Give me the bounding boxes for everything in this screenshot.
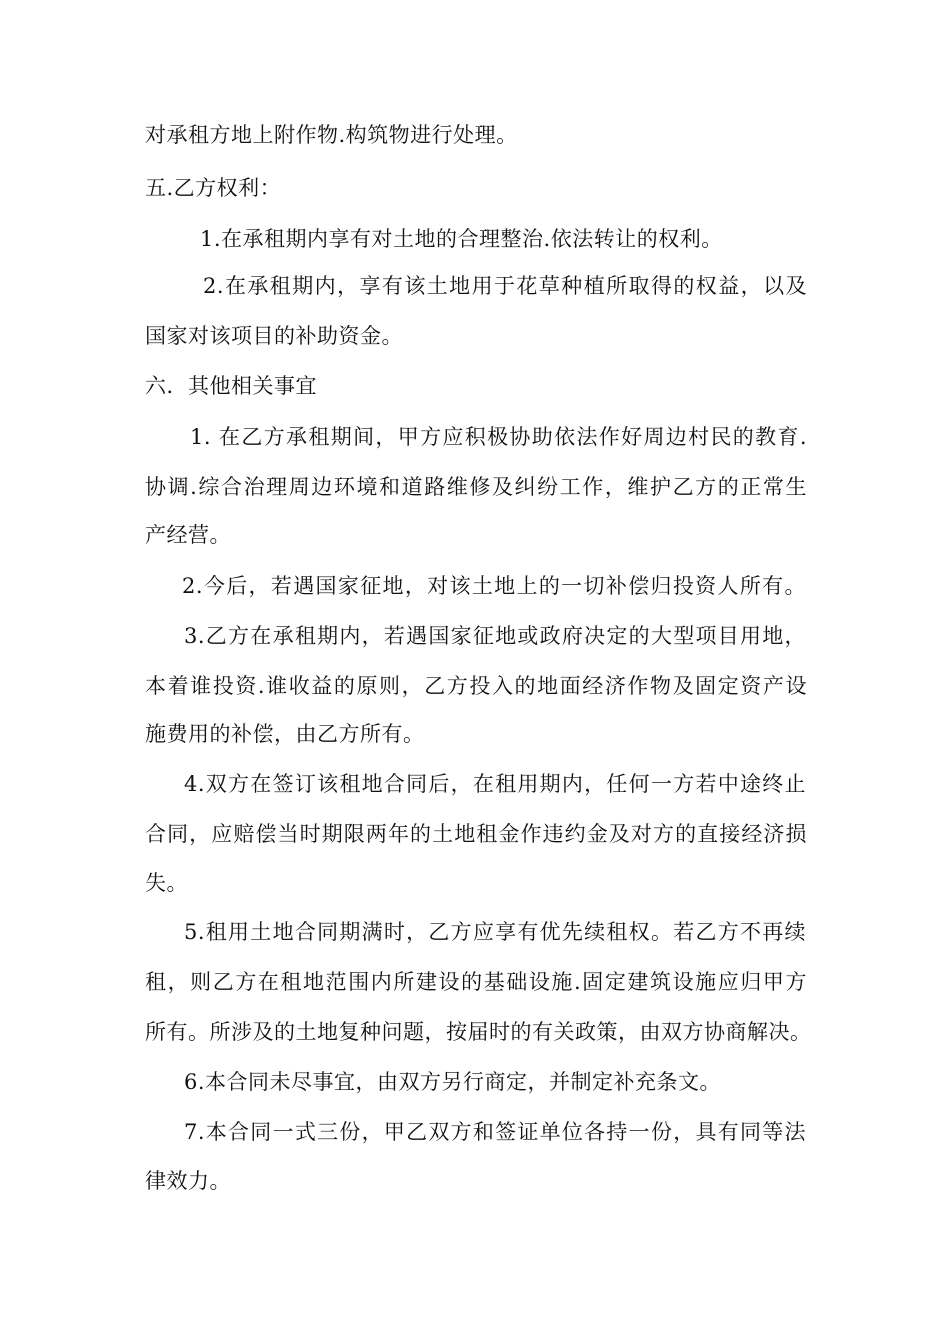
text-line: 失。 (145, 871, 188, 895)
text-line: 施费用的补偿，由乙方所有。 (145, 722, 425, 746)
section-heading: 六．其他相关事宜 (145, 374, 317, 398)
text-line: 产经营。 (145, 523, 231, 547)
text-line: 3.乙方在承租期内，若遇国家征地或政府决定的大型项目用地， (184, 624, 806, 648)
text-line: 所有。所涉及的土地复种问题，按届时的有关政策，由双方协商解决。 (145, 1020, 812, 1044)
text-line: 4.双方在签订该租地合同后，在租用期内，任何一方若中途终止 (184, 772, 806, 796)
text-line: 协调.综合治理周边环境和道路维修及纠纷工作，维护乙方的正常生 (145, 475, 807, 499)
text-line: 7.本合同一式三份，甲乙双方和签证单位各持一份，具有同等法 (184, 1120, 806, 1144)
text-line: 合同，应赔偿当时期限两年的土地租金作违约金及对方的直接经济损 (145, 822, 807, 846)
text-line: 国家对该项目的补助资金。 (145, 324, 403, 348)
text-line: 租，则乙方在租地范围内所建设的基础设施.固定建筑设施应归甲方 (145, 970, 807, 994)
text-line: 本着谁投资.谁收益的原则，乙方投入的地面经济作物及固定资产设 (145, 674, 807, 698)
text-line: 1.在承租期内享有对土地的合理整治.依法转让的权利。 (200, 227, 723, 251)
text-line: 2.今后，若遇国家征地，对该土地上的一切补偿归投资人所有。 (182, 574, 806, 598)
section-heading: 五.乙方权利： (145, 176, 282, 200)
text-line: 对承租方地上附作物.构筑物进行处理。 (145, 123, 518, 147)
text-line: 1. 在乙方承租期间，甲方应积极协助依法作好周边村民的教育. (190, 425, 807, 449)
text-line: 5.租用土地合同期满时，乙方应享有优先续租权。若乙方不再续 (184, 920, 806, 944)
text-line: 2.在承租期内，享有该土地用于花草种植所取得的权益，以及 (203, 274, 807, 298)
text-line: 6.本合同未尽事宜，由双方另行商定，并制定补充条文。 (184, 1070, 722, 1094)
text-line: 律效力。 (145, 1169, 231, 1193)
